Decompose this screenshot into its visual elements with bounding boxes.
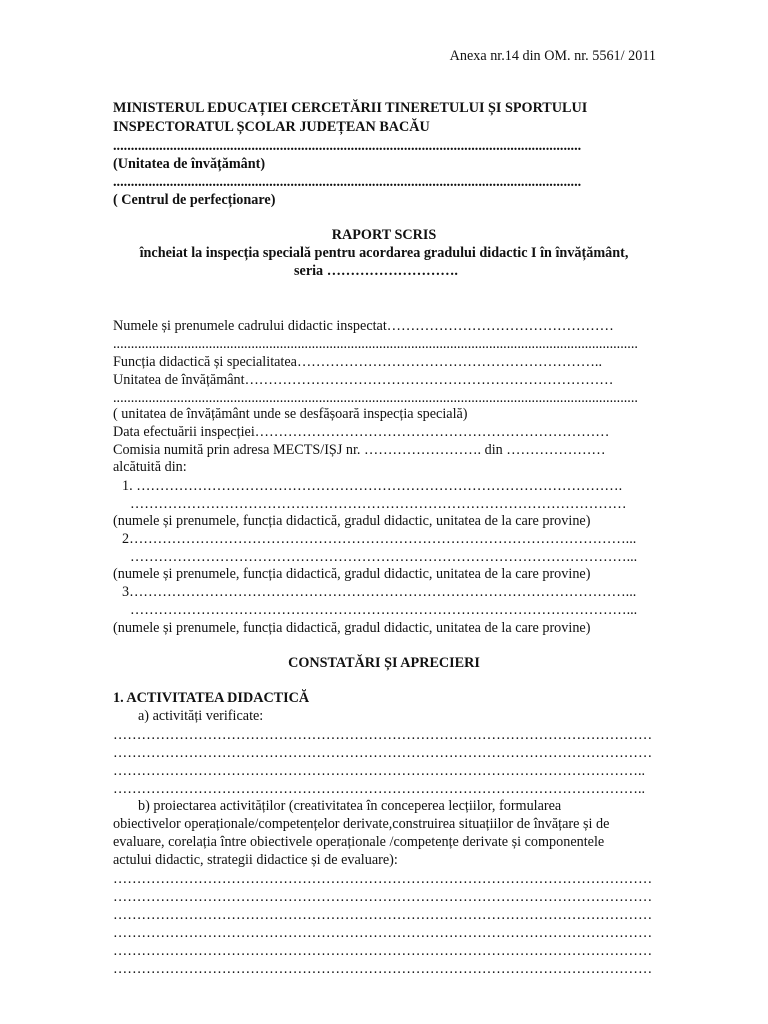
school-unit-note: ( unitatea de învățământ unde se desfășoară inspecția specială) bbox=[113, 406, 468, 422]
member-3-continuation[interactable]: ……………………………………………………………………………………………... bbox=[130, 602, 638, 618]
planning-text-2: obiectivelor operaționale/competențelor derivate,construirea situațiilor de învățare și de bbox=[113, 816, 610, 832]
verified-activities-line-2[interactable]: …………………………………………………………………………………………………… bbox=[113, 745, 653, 761]
report-series[interactable]: seria ………………………. bbox=[294, 263, 458, 279]
commission-field[interactable]: Comisia numită prin adresa MECTS/IȘJ nr. ……………………. din ………………… bbox=[113, 442, 606, 458]
planning-text-4: actului didactic, strategii didactice și de evaluare): bbox=[113, 852, 398, 868]
centre-label: ( Centrul de perfecționare) bbox=[113, 192, 276, 208]
planning-text-1: b) proiectarea activităților (creativitatea în conceperea lecțiilor, formularea bbox=[138, 798, 562, 814]
section-title: CONSTATĂRI ȘI APRECIERI bbox=[288, 655, 480, 671]
commission-composed-label: alcătuită din: bbox=[113, 459, 187, 475]
member-2-line[interactable]: 2……………………………………………………………………………………………... bbox=[122, 531, 637, 547]
planning-line-1[interactable]: …………………………………………………………………………………………………… bbox=[113, 871, 653, 887]
member-2-note: (numele și prenumele, funcția didactică, gradul didactic, unitatea de la care provine) bbox=[113, 566, 591, 582]
member-2-continuation[interactable]: ……………………………………………………………………………………………... bbox=[130, 549, 638, 565]
member-3-note: (numele și prenumele, funcția didactică, gradul didactic, unitatea de la care provine) bbox=[113, 620, 591, 636]
unit-dotted-line[interactable]: .................................................................................................................................... bbox=[113, 138, 582, 154]
ministry-heading: MINISTERUL EDUCAȚIEI CERCETĂRII TINERETULUI ȘI SPORTULUI bbox=[113, 100, 588, 116]
verified-activities-label: a) activități verificate: bbox=[138, 708, 264, 724]
school-unit-continuation[interactable]: .................................................................................................................................................... bbox=[113, 390, 638, 406]
verified-activities-line-3[interactable]: ………………………………………………………………………………………………….. bbox=[113, 763, 646, 779]
planning-line-3[interactable]: …………………………………………………………………………………………………… bbox=[113, 907, 653, 923]
planning-line-6[interactable]: …………………………………………………………………………………………………… bbox=[113, 961, 653, 977]
activity-heading: 1. ACTIVITATEA DIDACTICĂ bbox=[113, 690, 310, 706]
unit-label: (Unitatea de învățământ) bbox=[113, 156, 266, 172]
report-subtitle: încheiat la inspecția specială pentru acordarea gradului didactic I în învățământ, bbox=[139, 245, 629, 261]
member-3-line[interactable]: 3……………………………………………………………………………………………... bbox=[122, 584, 637, 600]
member-1-continuation[interactable]: …………………………………………………………………………………………… bbox=[130, 496, 627, 512]
function-field[interactable]: Funcția didactică și specialitatea……………………………………………………….. bbox=[113, 354, 602, 370]
planning-line-5[interactable]: …………………………………………………………………………………………………… bbox=[113, 943, 653, 959]
member-1-line[interactable]: 1. …………………………………………………………………………………………. bbox=[122, 478, 623, 494]
planning-line-2[interactable]: …………………………………………………………………………………………………… bbox=[113, 889, 653, 905]
inspection-date-field[interactable]: Data efectuării inspecției………………………………………………………………… bbox=[113, 424, 610, 440]
member-1-note: (numele și prenumele, funcția didactică, gradul didactic, unitatea de la care provine) bbox=[113, 513, 591, 529]
annex-reference: Anexa nr.14 din OM. nr. 5561/ 2011 bbox=[449, 48, 656, 64]
planning-text-3: evaluare, corelația între obiectivele operaționale /competențe derivate și componentele bbox=[113, 834, 605, 850]
inspectorate-heading: INSPECTORATUL ȘCOLAR JUDEȚEAN BACĂU bbox=[113, 119, 430, 135]
teacher-name-field[interactable]: Numele și prenumele cadrului didactic inspectat………………………………………… bbox=[113, 318, 614, 334]
teacher-name-continuation[interactable]: .................................................................................................................................................... bbox=[113, 336, 638, 352]
report-title: RAPORT SCRIS bbox=[331, 227, 437, 243]
verified-activities-line-1[interactable]: …………………………………………………………………………………………………… bbox=[113, 727, 653, 743]
verified-activities-line-4[interactable]: ………………………………………………………………………………………………….. bbox=[113, 781, 646, 797]
centre-dotted-line[interactable]: .................................................................................................................................... bbox=[113, 174, 582, 190]
school-unit-field[interactable]: Unitatea de învățământ…………………………………………………………………… bbox=[113, 372, 614, 388]
planning-line-4[interactable]: …………………………………………………………………………………………………… bbox=[113, 925, 653, 941]
